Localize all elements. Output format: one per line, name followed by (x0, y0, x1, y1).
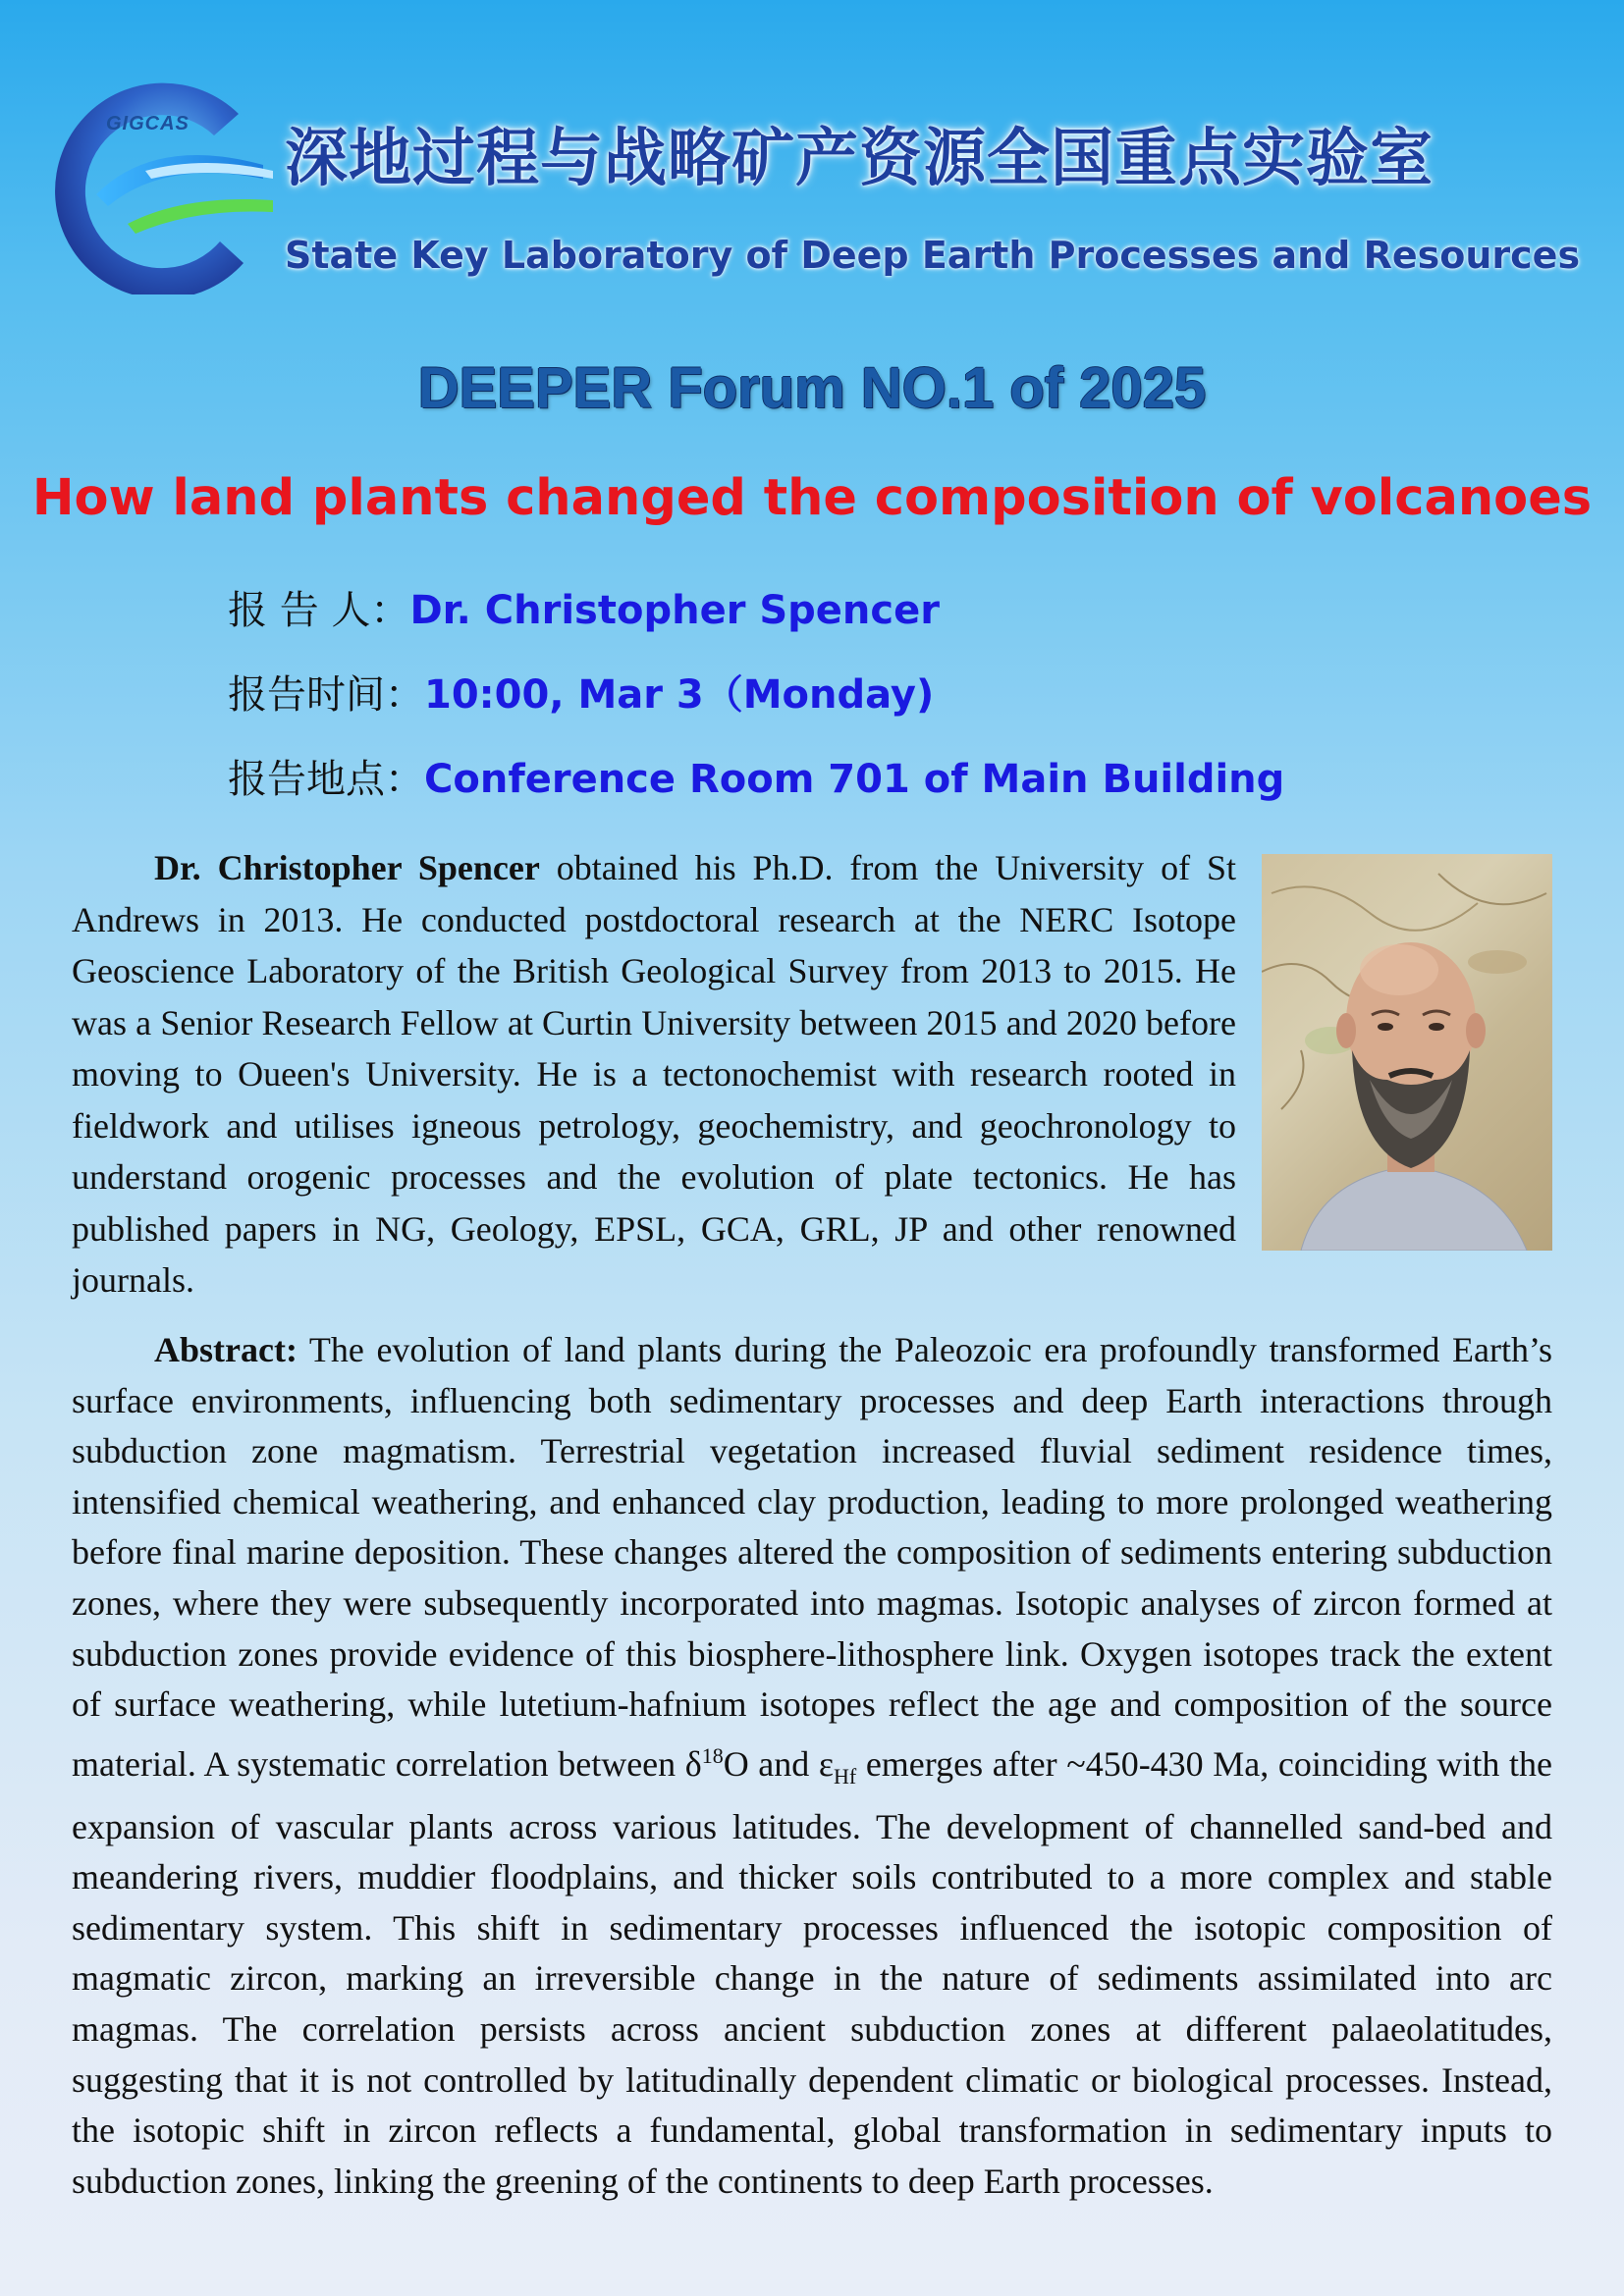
bio-text: obtained his Ph.D. from the University of St Andrews in 2013. He conducted postdoctoral research at the NERC Isotope Geoscience Laboratory of the British Geological Survey from 2013 to 2015. He was a Senior Research Fellow at Curtin University between 2015 and 2020 before moving to Oueen's University. He is a tectonochemist with research rooted in fieldwork and utilises igneous petrology, geochemistry, and geochronology to understand orogenic processes and the evolution of plate tectonics. He has published papers in NG, Geology, EPSL, GCA, GRL, JP and other renowned journals. (72, 848, 1236, 1300)
bio-speaker-name: Dr. Christopher Spencer (154, 848, 540, 887)
time-row (228, 664, 934, 722)
abstract-subscript: Hf (834, 1763, 857, 1789)
lab-name-cn: 深地过程与战略矿产资源全国重点实验室 (285, 123, 1434, 195)
abstract-text-part-2: O and ε (723, 1743, 834, 1784)
speaker-portrait-icon (1262, 854, 1552, 1251)
speaker-bio (72, 842, 1552, 1307)
talk-place: Conference Room 701 of Main Building (424, 757, 1285, 802)
time-label: 报告时间： (228, 672, 424, 718)
gigcas-logo-icon (37, 77, 273, 294)
abstract-text-part-3: emerges after ~450-430 Ma, coinciding with the expansion of vascular plants across various latitudes. The development of channelled sand-bed and meandering rivers, muddier floodplains, and thicker soils contributed to a more complex and stable sedimentary system. This shift in sedimentary processes influenced the isotopic composition of magmatic zircon, marking an irreversible change in the nature of sediments assimilated into arc magmas. The correlation persists across ancient subduction zones at different palaeolatitudes, suggesting that it is not controlled by latitudinally dependent climatic or biological processes. Instead, the isotopic shift in zircon reflects a fundamental, global transformation in sedimentary inputs to subduction zones, linking the greening of the continents to deep Earth processes. (72, 1743, 1552, 2201)
abstract-text-part-1: The evolution of land plants during the Paleozoic era profoundly transformed Earth’s surface environments, influencing both sedimentary processes and deep Earth interactions through subduction zone magmatism. Terrestrial vegetation increased fluvial sediment residence times, intensified chemical weathering, and enhanced clay production, leading to more prolonged weathering before final marine deposition. These changes altered the composition of sediments entering subduction zones, where they were subsequently incorporated into magmas. Isotopic analyses of zircon formed at subduction zones provide evidence of this biosphere-lithosphere link. Oxygen isotopes track the extent of surface weathering, while lutetium-hafnium isotopes reflect the age and composition of the source material. A systematic correlation between δ (72, 1330, 1552, 1784)
abstract-label: Abstract: (154, 1330, 298, 1369)
talk-title: How land plants changed the composition of volcanoes (31, 469, 1593, 527)
place-row (228, 748, 1284, 807)
place-label: 报告地点： (228, 757, 424, 802)
speaker-label: 报 告 人： (228, 588, 410, 633)
abstract-superscript: 18 (701, 1742, 724, 1768)
talk-time: 10:00, Mar 3（Monday) (424, 672, 935, 718)
forum-title: DEEPER Forum NO.1 of 2025 (417, 356, 1207, 420)
abstract (72, 1325, 1552, 2207)
speaker-row (228, 579, 940, 638)
logo-acronym: GIGCAS (106, 113, 189, 134)
speaker-name: Dr. Christopher Spencer (409, 588, 940, 633)
lab-name-en: State Key Laboratory of Deep Earth Processes and Resources (285, 234, 1581, 277)
